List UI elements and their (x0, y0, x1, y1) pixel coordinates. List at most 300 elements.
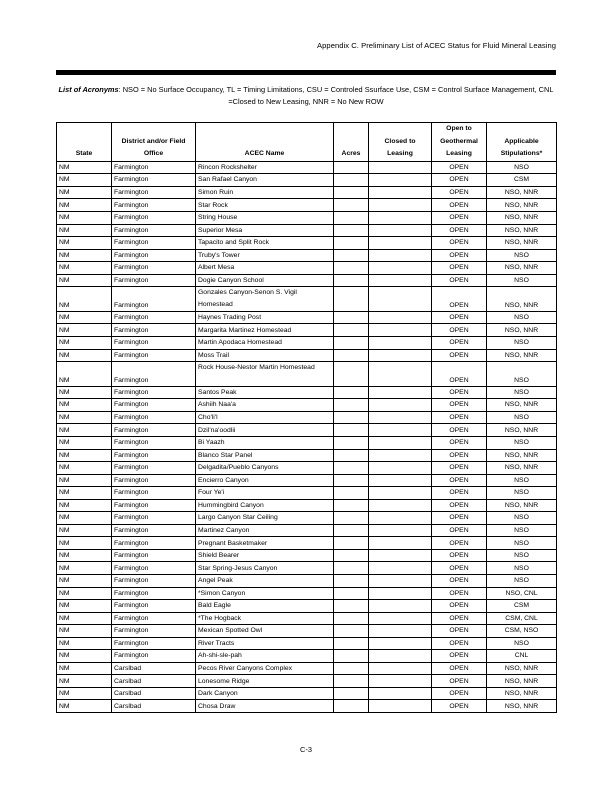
cell-stipulations: NSO, NNR (487, 675, 557, 688)
column-header-acres: Acres (334, 123, 369, 162)
cell-closed (369, 612, 432, 625)
cell-geothermal: OPEN (432, 499, 487, 512)
cell-closed (369, 549, 432, 562)
cell-office: Farmington (112, 262, 196, 275)
cell-office: Farmington (112, 512, 196, 525)
cell-closed (369, 462, 432, 475)
column-header-office: District and/or Field Office (112, 123, 196, 162)
cell-acec-name: Truby's Tower (196, 249, 334, 262)
cell-acec-name: Ashiih Naa'a (196, 399, 334, 412)
cell-acres (334, 399, 369, 412)
cell-geothermal: OPEN (432, 662, 487, 675)
cell-closed (369, 600, 432, 613)
cell-acec-name: Bi Yaazh (196, 437, 334, 450)
cell-closed (369, 437, 432, 450)
cell-closed (369, 211, 432, 224)
cell-closed (369, 399, 432, 412)
cell-state: NM (57, 311, 112, 324)
cell-acec-name: Ah-shi-sle-pah (196, 650, 334, 663)
cell-acres (334, 474, 369, 487)
table-row (57, 362, 557, 387)
cell-stipulations: CSM, CNL (487, 612, 557, 625)
cell-stipulations: NSO (487, 512, 557, 525)
acec-status-table (56, 122, 557, 713)
table-header-row (57, 123, 557, 162)
cell-stipulations: NSO (487, 637, 557, 650)
cell-geothermal: OPEN (432, 411, 487, 424)
column-header-acec-name: ACEC Name (196, 123, 334, 162)
cell-office: Farmington (112, 362, 196, 387)
column-header-geothermal: Open to Geothermal Leasing (432, 123, 487, 162)
cell-state: NM (57, 687, 112, 700)
cell-geothermal: OPEN (432, 474, 487, 487)
table-row (57, 575, 557, 588)
cell-geothermal: OPEN (432, 349, 487, 362)
table-row (57, 287, 557, 312)
page-header: Appendix C. Preliminary List of ACEC Status for Fluid Mineral Leasing (317, 41, 556, 50)
cell-office: Farmington (112, 161, 196, 174)
cell-acec-name: Tapacito and Split Rock (196, 237, 334, 250)
cell-stipulations: NSO (487, 311, 557, 324)
cell-acec-name: San Rafael Canyon (196, 174, 334, 187)
cell-stipulations: CSM, NSO (487, 625, 557, 638)
table-row (57, 437, 557, 450)
cell-acres (334, 562, 369, 575)
cell-acres (334, 174, 369, 187)
cell-acec-name: Angel Peak (196, 575, 334, 588)
cell-geothermal: OPEN (432, 512, 487, 525)
cell-geothermal: OPEN (432, 161, 487, 174)
cell-office: Farmington (112, 324, 196, 337)
cell-geothermal: OPEN (432, 362, 487, 387)
table-row (57, 587, 557, 600)
table-row (57, 675, 557, 688)
cell-acec-name: Hummingbird Canyon (196, 499, 334, 512)
cell-stipulations: NSO, NNR (487, 449, 557, 462)
cell-acec-name: Cho'li'l (196, 411, 334, 424)
cell-state: NM (57, 537, 112, 550)
cell-state: NM (57, 487, 112, 500)
cell-closed (369, 249, 432, 262)
cell-closed (369, 349, 432, 362)
cell-acres (334, 662, 369, 675)
table-row (57, 411, 557, 424)
cell-office: Farmington (112, 386, 196, 399)
cell-stipulations: NSO (487, 487, 557, 500)
cell-office: Carslbad (112, 687, 196, 700)
table-row (57, 237, 557, 250)
cell-office: Farmington (112, 186, 196, 199)
cell-state: NM (57, 287, 112, 312)
cell-stipulations: NSO (487, 386, 557, 399)
cell-state: NM (57, 399, 112, 412)
cell-acres (334, 524, 369, 537)
cell-office: Farmington (112, 337, 196, 350)
cell-acres (334, 449, 369, 462)
cell-geothermal: OPEN (432, 675, 487, 688)
cell-closed (369, 287, 432, 312)
cell-state: NM (57, 386, 112, 399)
cell-acres (334, 274, 369, 287)
cell-geothermal: OPEN (432, 487, 487, 500)
cell-acec-name: Blanco Star Panel (196, 449, 334, 462)
cell-state: NM (57, 186, 112, 199)
table-row (57, 324, 557, 337)
table-row (57, 311, 557, 324)
cell-geothermal: OPEN (432, 700, 487, 713)
cell-state: NM (57, 437, 112, 450)
cell-closed (369, 362, 432, 387)
cell-closed (369, 186, 432, 199)
table-row (57, 537, 557, 550)
cell-office: Farmington (112, 311, 196, 324)
cell-state: NM (57, 499, 112, 512)
cell-closed (369, 625, 432, 638)
cell-stipulations: NSO, NNR (487, 186, 557, 199)
cell-geothermal: OPEN (432, 625, 487, 638)
cell-state: NM (57, 575, 112, 588)
cell-closed (369, 562, 432, 575)
cell-acec-name: Haynes Trading Post (196, 311, 334, 324)
cell-state: NM (57, 625, 112, 638)
column-header-stipulations: Applicable Stipulations* (487, 123, 557, 162)
cell-closed (369, 575, 432, 588)
cell-office: Carslbad (112, 662, 196, 675)
cell-office: Farmington (112, 411, 196, 424)
cell-acec-name: Chosa Draw (196, 700, 334, 713)
cell-office: Carslbad (112, 675, 196, 688)
cell-acres (334, 650, 369, 663)
cell-geothermal: OPEN (432, 211, 487, 224)
cell-office: Farmington (112, 199, 196, 212)
cell-acec-name: River Tracts (196, 637, 334, 650)
cell-stipulations: NSO, NNR (487, 211, 557, 224)
acronyms-label: List of Acronyms (58, 85, 119, 94)
cell-state: NM (57, 600, 112, 613)
cell-state: NM (57, 524, 112, 537)
cell-acec-name: Rock House-Nestor Martin Homestead (196, 362, 334, 387)
table-row (57, 211, 557, 224)
cell-acres (334, 487, 369, 500)
cell-stipulations: NSO (487, 362, 557, 387)
cell-acec-name: Star Spring-Jesus Canyon (196, 562, 334, 575)
cell-closed (369, 411, 432, 424)
table-row (57, 424, 557, 437)
cell-office: Farmington (112, 637, 196, 650)
table-row (57, 637, 557, 650)
cell-office: Farmington (112, 349, 196, 362)
cell-office: Farmington (112, 449, 196, 462)
cell-closed (369, 512, 432, 525)
cell-office: Farmington (112, 211, 196, 224)
cell-acec-name: Shield Bearer (196, 549, 334, 562)
cell-geothermal: OPEN (432, 549, 487, 562)
cell-geothermal: OPEN (432, 637, 487, 650)
header-rule (56, 70, 556, 75)
cell-geothermal: OPEN (432, 324, 487, 337)
cell-stipulations: NSO (487, 249, 557, 262)
cell-stipulations: NSO (487, 161, 557, 174)
cell-office: Farmington (112, 474, 196, 487)
cell-closed (369, 537, 432, 550)
cell-state: NM (57, 512, 112, 525)
table-row (57, 612, 557, 625)
cell-geothermal: OPEN (432, 386, 487, 399)
cell-state: NM (57, 337, 112, 350)
column-header-state: State (57, 123, 112, 162)
cell-stipulations: NSO, NNR (487, 262, 557, 275)
table-row (57, 349, 557, 362)
table-row (57, 512, 557, 525)
cell-acec-name: Four Ye'i (196, 487, 334, 500)
cell-stipulations: NSO (487, 524, 557, 537)
cell-geothermal: OPEN (432, 224, 487, 237)
cell-stipulations: NSO (487, 437, 557, 450)
cell-acec-name: *The Hogback (196, 612, 334, 625)
cell-state: NM (57, 249, 112, 262)
cell-acres (334, 512, 369, 525)
table-row (57, 650, 557, 663)
table-row (57, 262, 557, 275)
cell-state: NM (57, 237, 112, 250)
cell-geothermal: OPEN (432, 237, 487, 250)
cell-closed (369, 650, 432, 663)
cell-geothermal: OPEN (432, 687, 487, 700)
cell-state: NM (57, 411, 112, 424)
cell-acec-name: Star Rock (196, 199, 334, 212)
cell-geothermal: OPEN (432, 311, 487, 324)
cell-acres (334, 337, 369, 350)
cell-office: Farmington (112, 562, 196, 575)
table-row (57, 600, 557, 613)
acronyms-text: : NSO = No Surface Occupancy, TL = Timing Limitations, CSU = Controled Ssurface Use, CSM = Control Surface Management, CNL =Closed to New Leasing, NNR = No New ROW (118, 85, 554, 107)
cell-state: NM (57, 650, 112, 663)
cell-acres (334, 700, 369, 713)
cell-state: NM (57, 211, 112, 224)
cell-acres (334, 249, 369, 262)
cell-acec-name: Delgadita/Pueblo Canyons (196, 462, 334, 475)
cell-closed (369, 499, 432, 512)
cell-office: Farmington (112, 399, 196, 412)
cell-office: Farmington (112, 612, 196, 625)
cell-acec-name: Albert Mesa (196, 262, 334, 275)
cell-closed (369, 449, 432, 462)
cell-stipulations: NSO, NNR (487, 700, 557, 713)
cell-acres (334, 675, 369, 688)
cell-acec-name: Santos Peak (196, 386, 334, 399)
cell-office: Farmington (112, 174, 196, 187)
cell-closed (369, 174, 432, 187)
cell-office: Farmington (112, 524, 196, 537)
cell-office: Farmington (112, 424, 196, 437)
cell-stipulations: NSO, NNR (487, 687, 557, 700)
table-row (57, 625, 557, 638)
cell-acres (334, 386, 369, 399)
cell-stipulations: NSO (487, 549, 557, 562)
table-row (57, 224, 557, 237)
cell-geothermal: OPEN (432, 249, 487, 262)
cell-state: NM (57, 449, 112, 462)
cell-stipulations: NSO (487, 537, 557, 550)
cell-geothermal: OPEN (432, 562, 487, 575)
cell-state: NM (57, 362, 112, 387)
table-row (57, 386, 557, 399)
cell-state: NM (57, 675, 112, 688)
cell-state: NM (57, 662, 112, 675)
cell-acres (334, 186, 369, 199)
table-body (57, 161, 557, 712)
cell-office: Farmington (112, 537, 196, 550)
cell-geothermal: OPEN (432, 575, 487, 588)
cell-closed (369, 687, 432, 700)
cell-acec-name: Dogie Canyon School (196, 274, 334, 287)
cell-stipulations: NSO (487, 411, 557, 424)
cell-office: Farmington (112, 224, 196, 237)
cell-acec-name: Moss Trail (196, 349, 334, 362)
page-number: C-3 (300, 745, 312, 754)
table-row (57, 449, 557, 462)
cell-acres (334, 211, 369, 224)
cell-acres (334, 600, 369, 613)
cell-office: Carslbad (112, 700, 196, 713)
table-row (57, 199, 557, 212)
table-row (57, 274, 557, 287)
cell-acec-name: Gonzales Canyon-Senon S. Vigil Homestead (196, 287, 334, 312)
table-row (57, 662, 557, 675)
cell-stipulations: CNL (487, 650, 557, 663)
cell-stipulations: NSO, NNR (487, 662, 557, 675)
table-row (57, 186, 557, 199)
table-row (57, 474, 557, 487)
cell-state: NM (57, 161, 112, 174)
cell-closed (369, 324, 432, 337)
cell-geothermal: OPEN (432, 199, 487, 212)
cell-acres (334, 687, 369, 700)
cell-acec-name: Largo Canyon Star Ceiling (196, 512, 334, 525)
cell-state: NM (57, 174, 112, 187)
cell-stipulations: NSO (487, 575, 557, 588)
cell-acres (334, 437, 369, 450)
cell-closed (369, 487, 432, 500)
cell-office: Farmington (112, 587, 196, 600)
cell-closed (369, 675, 432, 688)
cell-stipulations: NSO (487, 337, 557, 350)
cell-stipulations: NSO, NNR (487, 324, 557, 337)
cell-state: NM (57, 562, 112, 575)
cell-stipulations: NSO, NNR (487, 287, 557, 312)
cell-acec-name: Bald Eagle (196, 600, 334, 613)
cell-acres (334, 349, 369, 362)
cell-closed (369, 474, 432, 487)
cell-geothermal: OPEN (432, 537, 487, 550)
cell-geothermal: OPEN (432, 612, 487, 625)
cell-closed (369, 386, 432, 399)
cell-closed (369, 337, 432, 350)
cell-closed (369, 524, 432, 537)
cell-acres (334, 424, 369, 437)
cell-geothermal: OPEN (432, 337, 487, 350)
cell-state: NM (57, 587, 112, 600)
cell-acec-name: String House (196, 211, 334, 224)
cell-acres (334, 324, 369, 337)
cell-state: NM (57, 612, 112, 625)
cell-stipulations: NSO, NNR (487, 399, 557, 412)
cell-acec-name: Pregnant Basketmaker (196, 537, 334, 550)
table-row (57, 487, 557, 500)
cell-acres (334, 637, 369, 650)
cell-acec-name: *Simon Canyon (196, 587, 334, 600)
table-row (57, 174, 557, 187)
cell-office: Farmington (112, 650, 196, 663)
cell-closed (369, 587, 432, 600)
cell-state: NM (57, 474, 112, 487)
cell-acres (334, 537, 369, 550)
cell-office: Farmington (112, 499, 196, 512)
cell-state: NM (57, 224, 112, 237)
table-row (57, 337, 557, 350)
cell-acec-name: Encierro Canyon (196, 474, 334, 487)
cell-office: Farmington (112, 549, 196, 562)
cell-geothermal: OPEN (432, 650, 487, 663)
cell-acres (334, 499, 369, 512)
cell-acec-name: Lonesome Ridge (196, 675, 334, 688)
table-row (57, 161, 557, 174)
cell-office: Farmington (112, 249, 196, 262)
cell-state: NM (57, 274, 112, 287)
cell-geothermal: OPEN (432, 437, 487, 450)
cell-geothermal: OPEN (432, 186, 487, 199)
cell-closed (369, 662, 432, 675)
table-row (57, 462, 557, 475)
cell-closed (369, 224, 432, 237)
cell-acec-name: Martin Apodaca Homestead (196, 337, 334, 350)
cell-state: NM (57, 700, 112, 713)
cell-state: NM (57, 324, 112, 337)
cell-office: Farmington (112, 487, 196, 500)
cell-state: NM (57, 637, 112, 650)
cell-stipulations: NSO (487, 562, 557, 575)
cell-geothermal: OPEN (432, 424, 487, 437)
cell-geothermal: OPEN (432, 287, 487, 312)
table-row (57, 687, 557, 700)
cell-geothermal: OPEN (432, 274, 487, 287)
cell-acres (334, 411, 369, 424)
cell-state: NM (57, 262, 112, 275)
cell-acec-name: Superior Mesa (196, 224, 334, 237)
cell-office: Farmington (112, 462, 196, 475)
cell-acec-name: Rincon Rockshelter (196, 161, 334, 174)
cell-office: Farmington (112, 575, 196, 588)
cell-acec-name: Simon Ruin (196, 186, 334, 199)
cell-state: NM (57, 199, 112, 212)
cell-geothermal: OPEN (432, 449, 487, 462)
table-row (57, 562, 557, 575)
cell-geothermal: OPEN (432, 462, 487, 475)
cell-acec-name: Dark Canyon (196, 687, 334, 700)
cell-state: NM (57, 349, 112, 362)
cell-stipulations: NSO, NNR (487, 424, 557, 437)
cell-closed (369, 274, 432, 287)
cell-stipulations: NSO, NNR (487, 462, 557, 475)
cell-geothermal: OPEN (432, 262, 487, 275)
cell-stipulations: NSO, CNL (487, 587, 557, 600)
cell-stipulations: NSO, NNR (487, 237, 557, 250)
cell-acres (334, 462, 369, 475)
cell-closed (369, 262, 432, 275)
table-row (57, 549, 557, 562)
cell-acres (334, 224, 369, 237)
cell-geothermal: OPEN (432, 174, 487, 187)
